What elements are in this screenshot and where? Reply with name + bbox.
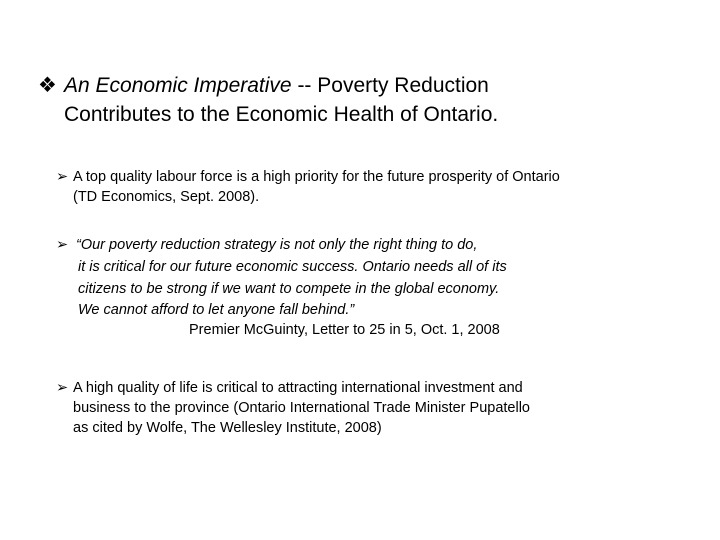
quote-line-1: “Our poverty reduction strategy is not only the right thing to do, [76,237,478,253]
bullet-3-line-1: A high quality of life is critical to attracting international investment and [73,380,523,396]
quote-attribution: Premier McGuinty, Letter to 25 in 5, Oct. 1, 2008 [189,322,500,338]
title-bullet-icon: ❖ [38,74,57,97]
title-rest: -- Poverty Reduction [291,74,489,97]
arrowhead-bullet-icon: ➢ [56,380,69,396]
quote-line-4: We cannot afford to let anyone fall behind.” [78,302,355,318]
slide-title-line-2: Contributes to the Economic Health of Ontario. [64,103,499,126]
bullet-3-line-3: as cited by Wolfe, The Wellesley Institute, 2008) [73,420,382,436]
quote-line-2: it is critical for our future economic success. Ontario needs all of its [78,259,507,275]
arrowhead-bullet-icon: ➢ [56,237,69,253]
slide-title-line-1 [64,73,489,99]
title-italic: An Economic Imperative [64,74,292,97]
bullet-3-line-2: business to the province (Ontario International Trade Minister Pupatello [73,400,530,416]
bullet-1-line-2: (TD Economics, Sept. 2008). [73,189,260,205]
bullet-1-line-1: A top quality labour force is a high priority for the future prosperity of Ontario [73,169,560,185]
quote-line-3: citizens to be strong if we want to compete in the global economy. [78,281,500,297]
arrowhead-bullet-icon: ➢ [56,169,69,185]
